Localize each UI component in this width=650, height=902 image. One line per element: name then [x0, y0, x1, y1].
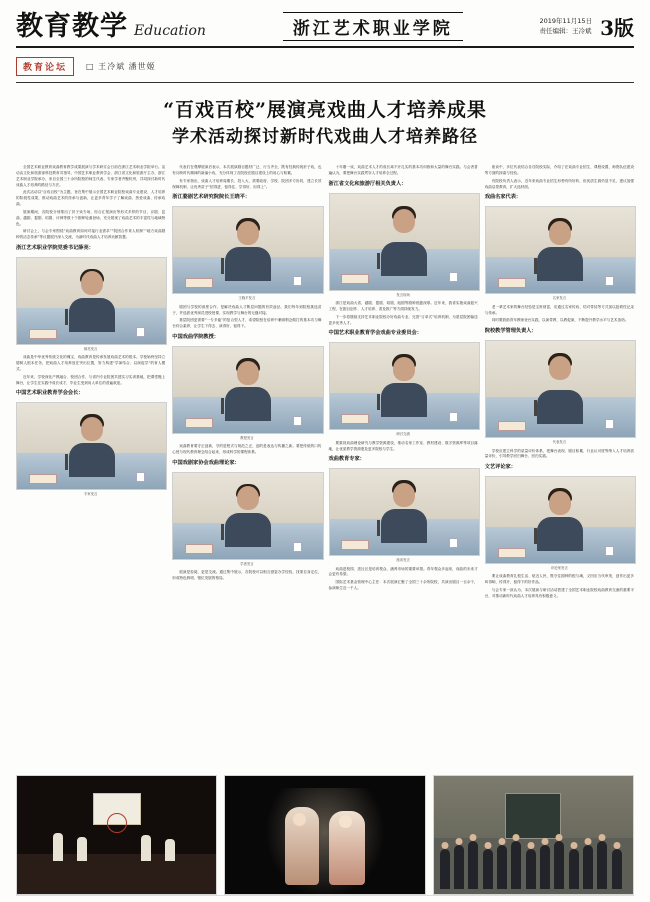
subsection-title: 院校教学管理负责人：	[484, 328, 537, 335]
publication-date: 2019年11月15日	[539, 16, 593, 25]
body-paragraph: 有专家指出，戏曲人才培养周期长、投入大，需要政府、学校、院团多方协同，建立长效保障机制，让优秀苗子“招得进、留得住、学得好、用得上”。	[172, 178, 322, 189]
speaker-portrait-photo	[172, 346, 323, 434]
body-paragraph: 浙江是戏曲大省，越剧、婺剧、绍剧、瓯剧等剧种底蕴深厚。近年来，我省实施戏曲振兴工程，在剧目创作、人才培养、普及推广等方面持续发力。	[328, 301, 478, 311]
group-photo-person	[440, 849, 450, 889]
body-paragraph: 老一辈艺术家的舞台经验是宝贵财富，应通过名家传戏、结对带徒等方式加以抢救性记录与传承。	[484, 304, 634, 315]
subsection-title: 中国艺术职业教育学会会长：	[16, 390, 84, 397]
body-paragraph: 戏曲是中华优秀传统文化的瑰宝，戏曲教育是传承发展戏曲艺术的根本。学校始终坚持立德树人根本任务，把戏曲人才培养放在突出位置，努力构建“学演结合、以演促学”的育人模式。	[16, 355, 166, 371]
group-photo-person	[526, 849, 536, 889]
section-header	[16, 57, 634, 76]
footer-divider	[16, 895, 634, 896]
photo-caption: 座谈发言	[396, 558, 410, 563]
body-paragraph: 剧团与学校的深度合作，是解决戏曲人才断层问题的有效途径。我们每年到院校挑选苗子，并选派优秀演员进校授课，实现教学与舞台的无缝对接。	[172, 304, 322, 315]
group-photo-person	[569, 849, 579, 889]
masthead-title-cn: 教育教学	[16, 11, 128, 42]
photo-caption: 代表发言	[552, 439, 567, 444]
body-paragraph: 基层院团更需要“一专多能”的复合型人才，希望院校在培养中兼顾唱念做打的基本功与舞台综合素养，让学生下得去、演得好、留得下。	[172, 318, 322, 329]
speaker-portrait-photo	[485, 206, 636, 294]
speaker-portrait-photo	[16, 402, 167, 490]
subsection-title: 中国戏剧家协会戏曲理论家：	[172, 459, 240, 466]
body-paragraph: 下一步将继续支持艺术职业院校办好戏曲专业，完善“订单式”培养机制，为基层院团输送更多优秀人才。	[328, 314, 478, 325]
speaker-portrait-photo	[329, 342, 480, 430]
body-paragraph: 要让戏曲教育扎根生活、贴近人民，既守住剧种的根与魂，又回应当代审美，创作出更多叫得响、传得开、留得下的好作品。	[484, 574, 634, 585]
photo-caption: 专家发言	[83, 492, 98, 497]
speaker-portrait-photo	[16, 257, 167, 345]
group-photo-person	[483, 849, 493, 889]
subsection-title: 文艺评论家：	[484, 464, 516, 471]
group-photo-person	[511, 841, 521, 889]
headline-line-2: 学术活动探讨新时代戏曲人才培养路径	[172, 126, 478, 147]
speaker-portrait-photo	[329, 193, 480, 291]
subsection-title: 浙江婺剧艺术研究院院长王晓平：	[172, 194, 251, 201]
body-paragraph: 研讨会上，与会专家围绕“戏曲教育如何对接行业需求”“院团合作育人机制”“地方戏曲剧种的活态传承”等议题展开深入交流，为新时代戏曲人才培养贡献智慧。	[16, 229, 166, 240]
body-paragraph: 代表们在观摩展演后表示，本次展演剧目题材广泛、行当齐全，既有经典传统折子戏，也有反映时代精神的新编小戏，充分体现了各院校在剧目建设上的用心与积累。	[172, 165, 322, 175]
photo-caption: 薛亮发言	[83, 346, 98, 351]
body-paragraph: 展演期间，各院校分别推出了折子戏专场、综合汇报演出等形式多样的节目，京剧、昆曲、越剧、婺剧、绍剧、评弹等数十个剧种轮番登场，充分展现了戏曲艺术的丰富性与地域特色。	[16, 209, 166, 226]
body-paragraph: 同时要鼓励青年教师登台实践，以演带教、以教促演，不断提升教学水平与艺术造诣。	[491, 318, 629, 323]
body-paragraph: 此次活动以“百戏百校”为主题，旨在集中展示全国艺术职业院校戏曲专业建设、人才培养的阶段性成果，推动戏曲艺术的传承与创新，让更多青年学子了解戏曲、热爱戏曲、传承戏曲。	[16, 190, 166, 207]
headline-line-1: “百戏百校”展演亮戏曲人才培养成果	[163, 99, 487, 121]
masthead-institution: 浙江艺术职业学院	[283, 12, 463, 41]
section-tag: 教育论坛	[16, 57, 74, 76]
subsection-title: 戏曲教育专家：	[328, 456, 365, 463]
masthead-institution-wrap	[206, 12, 540, 41]
subsection-title: 浙江省文化和旅游厅相关负责人：	[328, 180, 407, 187]
group-photo-person	[612, 849, 622, 889]
masthead	[16, 12, 634, 48]
group-photo-person	[454, 845, 464, 889]
photo-caption: 教授发言	[240, 435, 254, 440]
subsection-title: 中国戏曲学院教授：	[172, 334, 219, 340]
masthead-title-en: Education	[134, 23, 206, 39]
subsection-title: 戏曲名家代表：	[484, 194, 522, 201]
photo-caption: 研讨交流	[396, 432, 410, 437]
header-divider	[16, 82, 634, 83]
group-photo-person	[497, 845, 507, 889]
article-column	[172, 165, 321, 765]
photo-group-portrait	[433, 775, 634, 895]
photo-caption: 王晓平发言	[238, 296, 256, 301]
body-paragraph: 展演是检阅，更是交流。通过集中展示，各院校可以相互借鉴办学经验，找准自身定位，形成特色鲜明、错位发展的格局。	[172, 570, 322, 581]
photo-caption: 学者发言	[240, 561, 254, 566]
body-paragraph: 全国艺术职业教育戏曲教育教学成果展演与学术研讨会日前在浙江艺术职业学院举行。活动由文化和旅游部科技教育司指导，中国艺术职业教育学会、浙江省文化和旅游厅主办，浙江艺术职业学院承办，来自全国三十余所院校的师生代表、专家学者齐聚杭州，共同探讨新时代戏曲人才培养的路径与方法。	[16, 165, 166, 187]
speaker-portrait-photo	[172, 472, 323, 560]
speaker-portrait-photo	[329, 468, 480, 556]
masthead-meta-block	[539, 12, 634, 41]
body-paragraph: 学校应建立科学的质量评价体系，把舞台表现、剧目积累、行业认可度等纳入人才培养质量评价，引导教学回归舞台、回归实践。	[484, 448, 634, 459]
body-paragraph: 十年磨一戏，戏曲艺术人才的成长离不开扎实的基本功训练和大量的舞台实践。与会者普遍认为，要把舞台实践贯穿人才培养全过程。	[328, 165, 478, 175]
photo-opera-performance	[224, 775, 425, 895]
body-paragraph: 戏曲教育要守正创新，守的是程式与规范之正，创的是表达与传播之新。要把传统的口传心授与现代教育理念结合起来，形成科学的课程体系。	[172, 444, 322, 455]
body-paragraph: 要重视戏曲理论研究与教学资源建设，推动名家工作室、教材建设、数字资源库等项目落地，让优质教学资源惠及更多院校与学生。	[328, 440, 478, 451]
body-paragraph: 戏曲进校园、进社区是培育观众、涵养市场的重要举措。青年观众多起来，戏曲的未来才会更有希望。	[328, 566, 478, 577]
group-photo-person	[468, 841, 478, 889]
article-columns	[16, 165, 634, 765]
photo-caption: 评论家发言	[550, 565, 568, 570]
body-paragraph: 近年来，学校深化产教融合、校团合作，与省内专业院团共建实习实训基地，把课堂搬上舞台，让学生在实践中成长成才，毕业生受到用人单位的普遍欢迎。	[16, 374, 166, 385]
body-paragraph: 有院校负责人表示，近年来戏曲专业招生形势有所好转，但优质生源仍显不足，建议加强戏曲启蒙教育，扩大选材面。	[484, 178, 634, 189]
page-title	[16, 97, 634, 149]
editor-credit: 责任编辑：王冷斌	[539, 26, 592, 35]
article-column	[329, 165, 478, 765]
speaker-portrait-photo	[485, 340, 636, 438]
group-photo-person	[597, 841, 607, 889]
masthead-title-block	[16, 13, 206, 41]
speaker-portrait-photo	[485, 476, 636, 564]
photo-caption: 名家发言	[552, 296, 567, 301]
body-paragraph: 与会专家一致认为，本次展演与研讨活动搭建了全国艺术职业院校戏曲教育交流的重要平台，对推动新时代戏曲人才培养具有积极意义。	[484, 588, 634, 598]
masthead-meta	[539, 17, 592, 37]
photo-stage	[16, 775, 217, 895]
speaker-portrait-photo	[172, 206, 323, 294]
group-photo-person	[583, 845, 593, 889]
body-paragraph: 国际艺术基金管理中心主任：本次展演汇聚了全国三十余所院校，共演出剧目一百余个，参演师生近一千人。	[328, 580, 478, 591]
article-byline: □ 王冷斌 潘世姬	[86, 62, 156, 71]
article-column	[485, 165, 634, 765]
photo-caption: 发言现场	[396, 292, 410, 297]
page-number: 3版	[600, 16, 634, 40]
subsection-title: 浙江艺术职业学院党委书记薛亮：	[16, 244, 94, 251]
body-paragraph: 座谈中，多位代表结合各自院校实际，介绍了在戏曲专业招生、课程设置、师资队伍建设等方面的探索与经验。	[484, 165, 634, 175]
bottom-photo-strip	[16, 775, 634, 895]
subsection-title: 中国艺术职业教育学会戏曲专业委员会：	[328, 330, 422, 337]
article-column	[16, 165, 165, 765]
group-photo-person	[554, 841, 564, 889]
group-photo-person	[540, 845, 550, 889]
